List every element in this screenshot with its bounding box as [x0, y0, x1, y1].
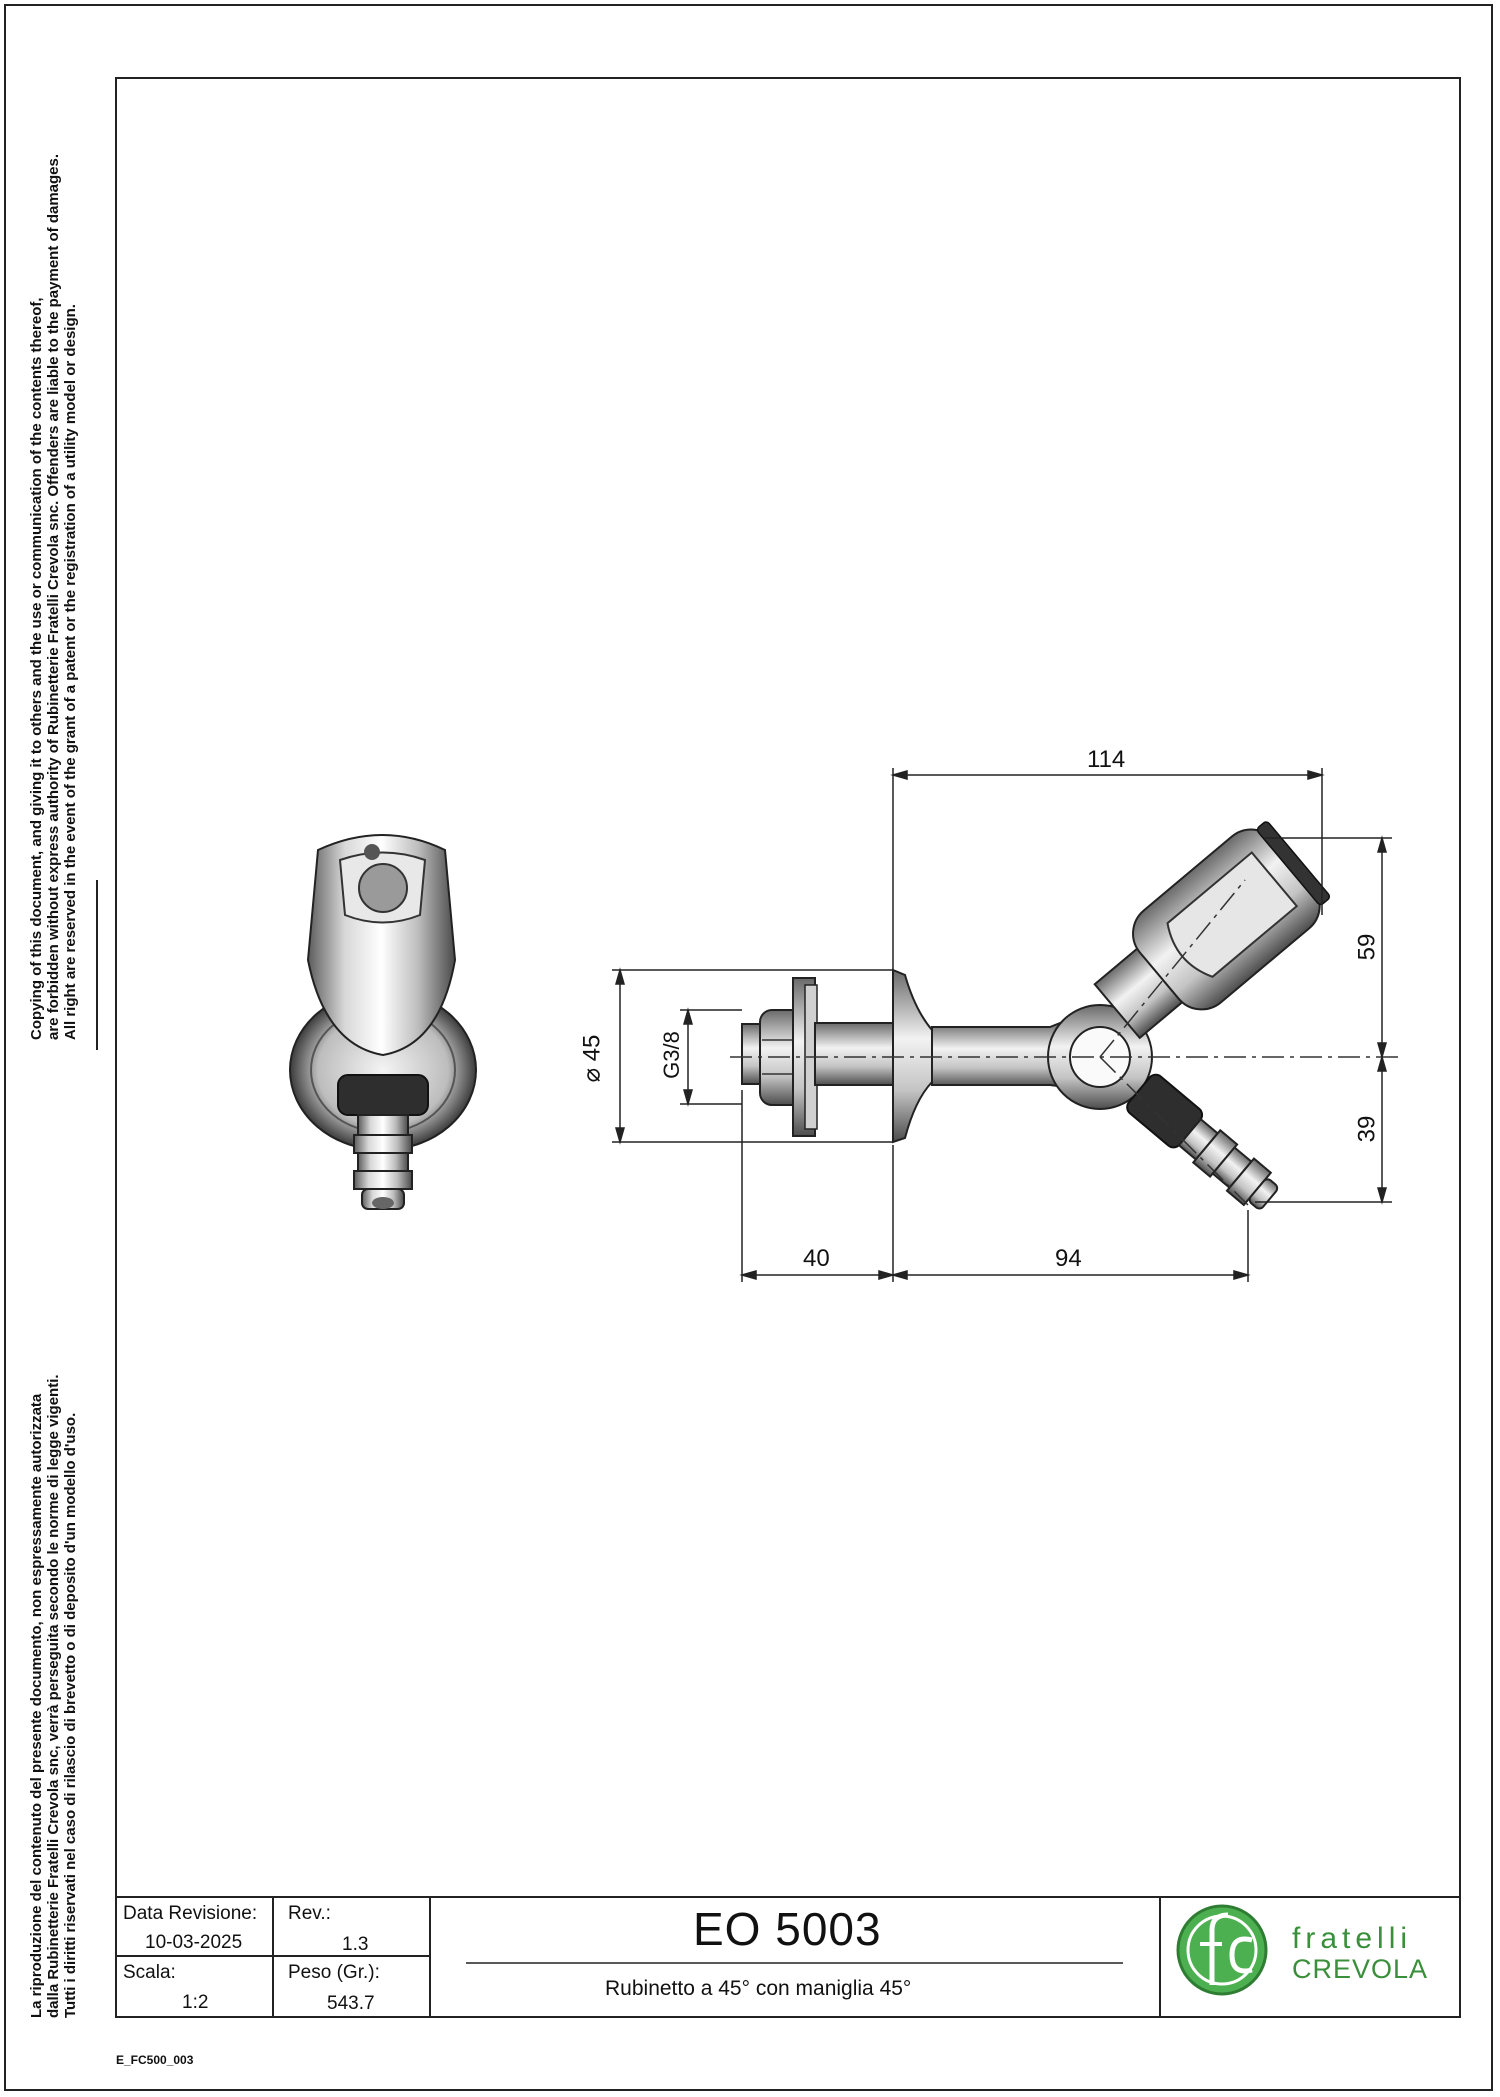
front-logo-dot [364, 844, 380, 860]
legal-it-line-3: Tutti i diritti riservati nel caso di rilascio di brevetto o di deposito d'un modello d'uso. [62, 1412, 79, 2018]
front-nozzle-outlet [372, 1197, 394, 1209]
legal-en-line-3: All right are reserved in the event of the grant of a patent or the registration of a utility model or design. [62, 304, 79, 1040]
dim-label-39: 39 [1353, 1115, 1381, 1143]
scale-value: 1:2 [182, 1992, 209, 2013]
dim-label-59: 59 [1353, 933, 1381, 961]
outlet-hose-barb [1176, 1116, 1283, 1215]
dim-label-94: 94 [1055, 1245, 1082, 1272]
logo-mark [1178, 1906, 1266, 1994]
logo-text-fratelli: fratelli [1292, 1922, 1413, 1955]
dim-label-40: 40 [803, 1245, 830, 1272]
product-code: EO 5003 [693, 1903, 882, 1955]
legal-en-line-2: are forbidden without express authority of Rubinetterie Fratelli Crevola snc. Offenders are liable to the payment of damages. [45, 153, 62, 1040]
dim-label-thread: G3/8 [658, 1031, 684, 1079]
weight-label: Peso (Gr.): [288, 1962, 380, 1983]
front-view [290, 835, 476, 1209]
front-nut [338, 1075, 428, 1115]
front-hose-nozzle [354, 1115, 412, 1209]
dim-label-diameter: ⌀ 45 [578, 1034, 606, 1083]
revision-date-label: Data Revisione: [123, 1903, 258, 1924]
dim-label-114: 114 [1087, 746, 1126, 773]
front-handle-cap [359, 864, 407, 912]
spout-tube [932, 1023, 1065, 1087]
rev-value: 1.3 [342, 1934, 369, 1955]
product-description: Rubinetto a 45° con maniglia 45° [605, 1977, 912, 2000]
threaded-shaft [815, 1023, 893, 1085]
legal-it-line-2: dalla Rubinetterie Fratelli Crevola snc, verrà perseguita secondo le norme di legge vigenti. [45, 1374, 62, 2018]
legal-en-line-1: Copying of this document, and giving it to others and the use or communication of the contents thereof, [28, 297, 45, 1040]
rev-label: Rev.: [288, 1903, 331, 1924]
legal-it-line-1: La riproduzione del contenuto del presente documento, non espressamente autorizzata [28, 1393, 45, 2018]
logo-text-crevola: CREVOLA [1292, 1954, 1429, 1984]
side-view [612, 768, 1400, 1282]
weight-value: 543.7 [327, 1993, 375, 2014]
revision-date-value: 10-03-2025 [145, 1932, 243, 1953]
scale-label: Scala: [123, 1962, 176, 1983]
flange [893, 970, 932, 1142]
drawing-code: E_FC500_003 [116, 2053, 194, 2067]
